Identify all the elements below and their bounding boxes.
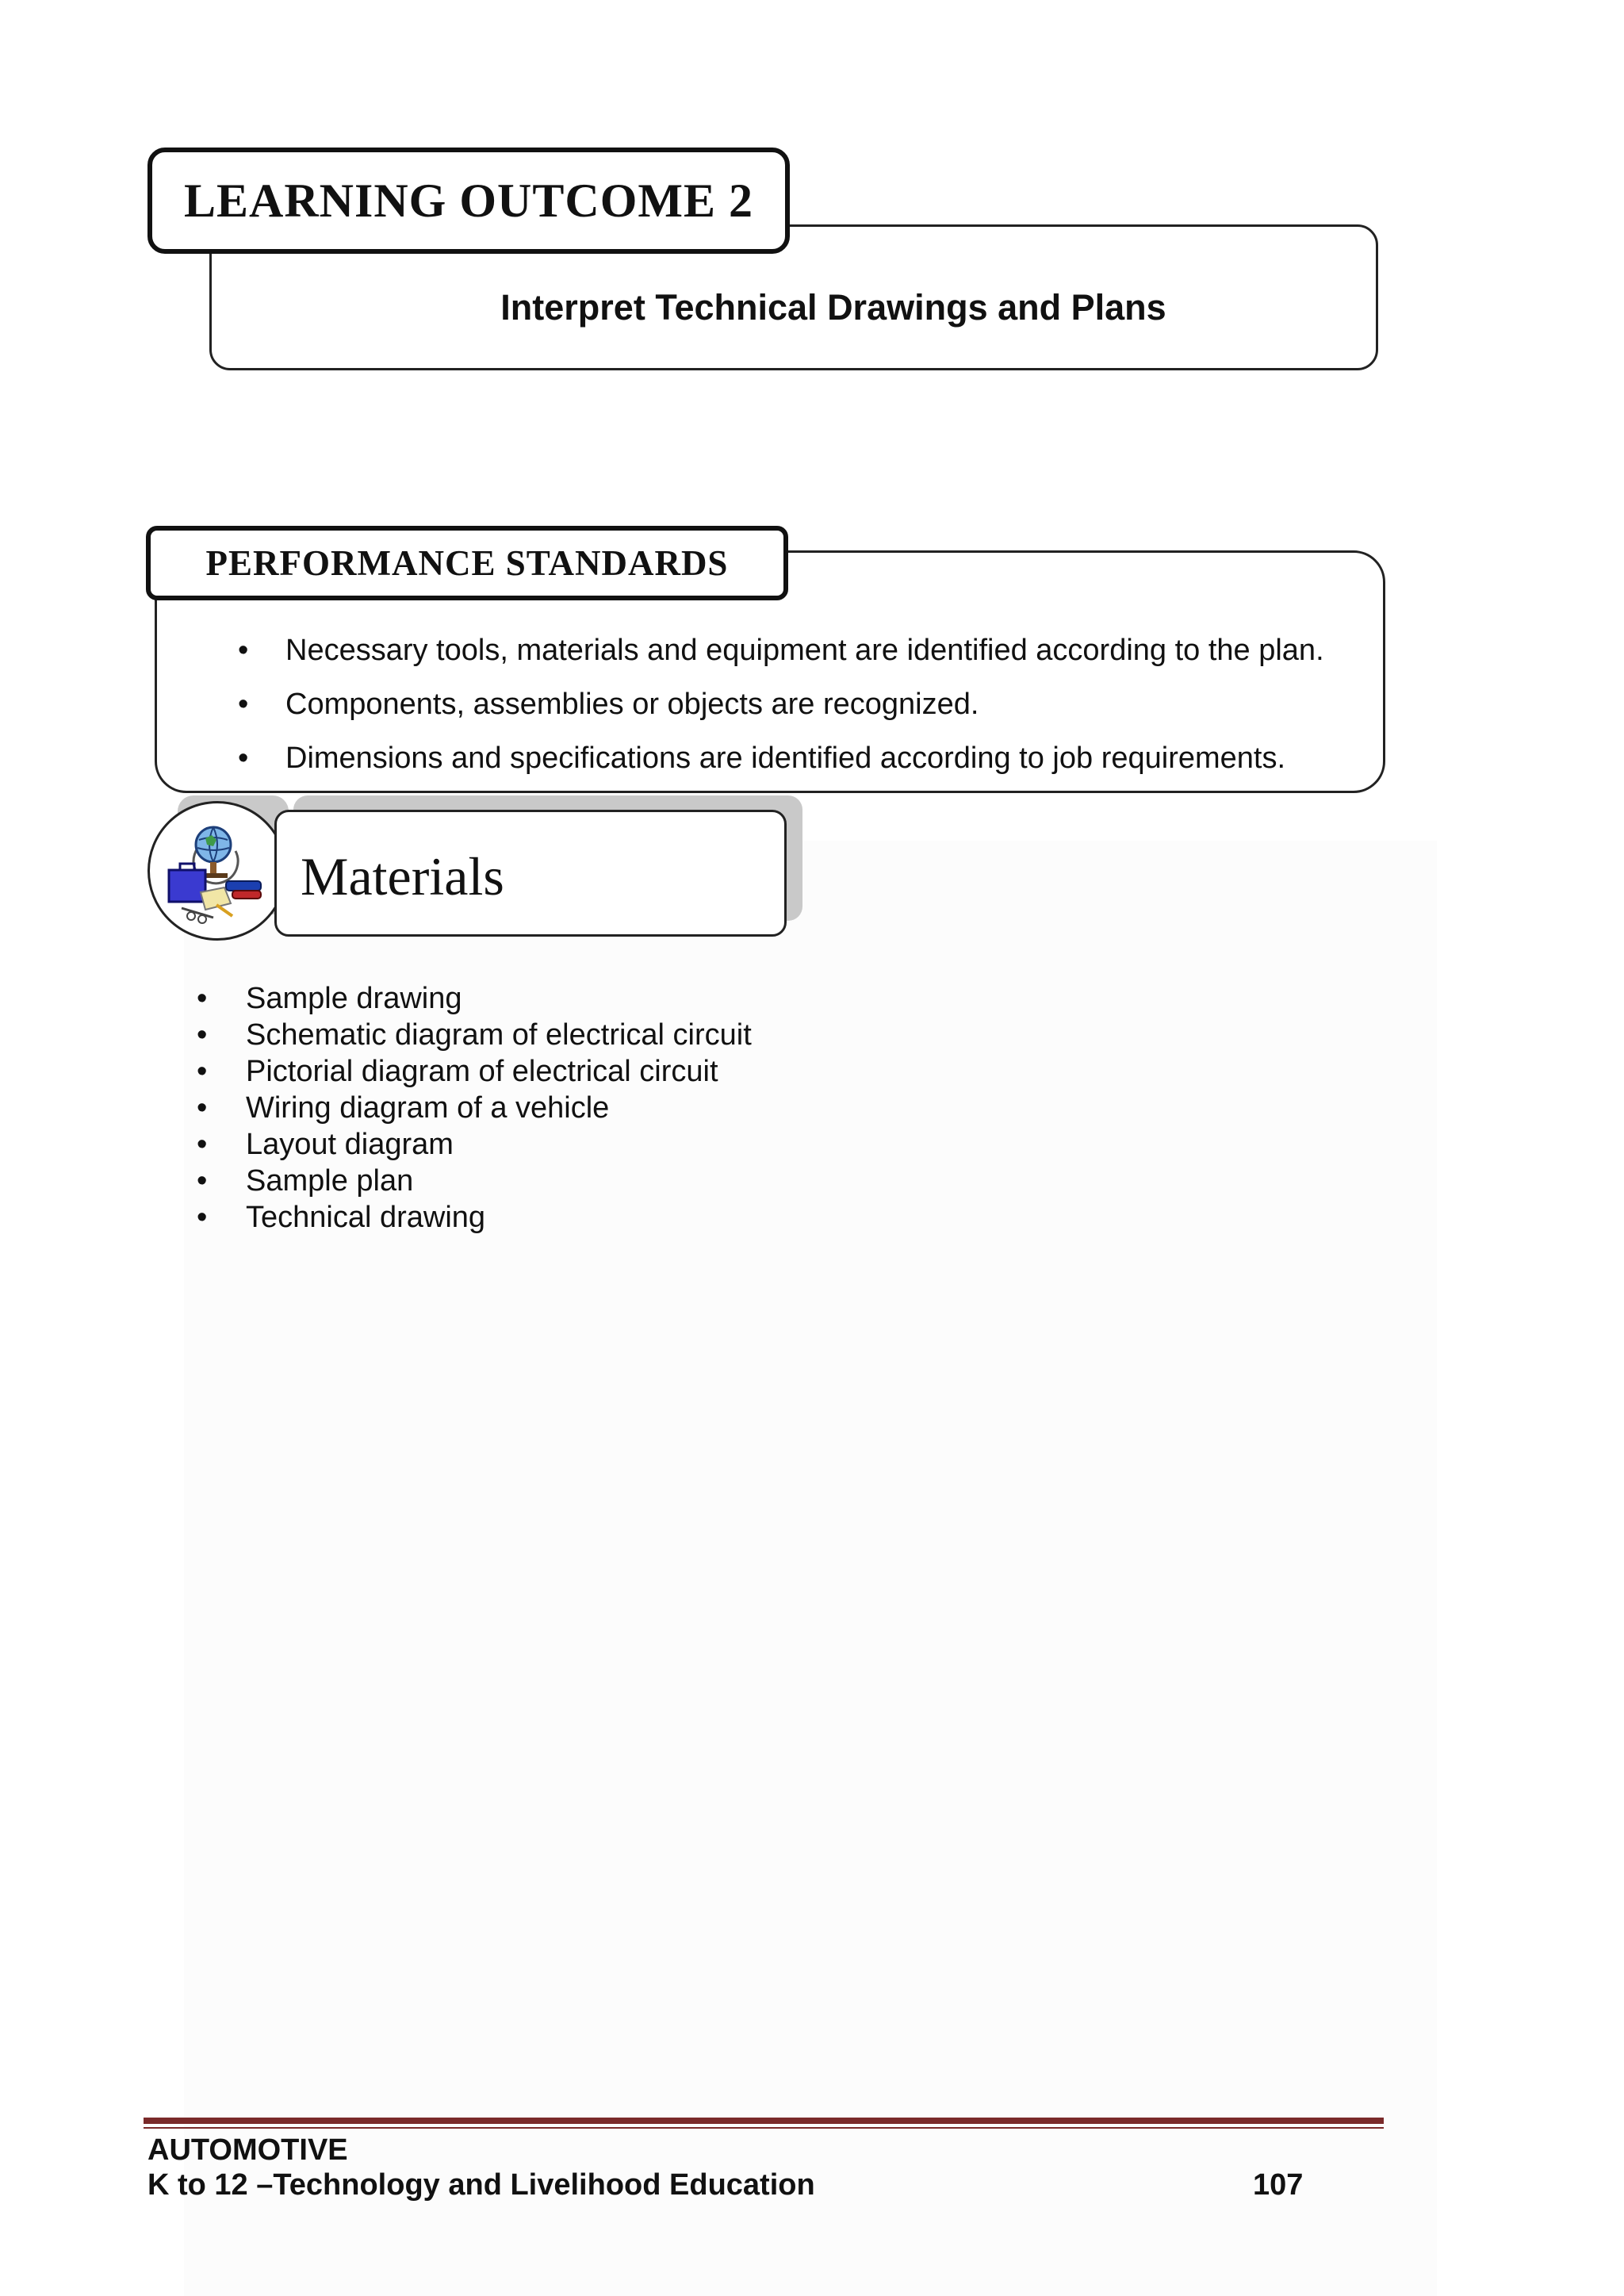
list-item: • Dimensions and specifications are identified according to job requirements.: [238, 731, 1324, 785]
page-number: 107: [1253, 2168, 1304, 2202]
list-item: • Sample plan: [197, 1163, 752, 1199]
list-item: • Sample drawing: [197, 980, 752, 1017]
list-item: • Layout diagram: [197, 1126, 752, 1163]
list-item: • Technical drawing: [197, 1199, 752, 1236]
materials-list: [197, 980, 752, 1236]
list-item: • Schematic diagram of electrical circuit: [197, 1017, 752, 1053]
learning-outcome-title-tab: [147, 148, 790, 254]
list-item: • Wiring diagram of a vehicle: [197, 1090, 752, 1126]
learning-outcome-subtitle: Interpret Technical Drawings and Plans: [500, 287, 1166, 328]
list-item: • Necessary tools, materials and equipment are identified according to the plan.: [238, 623, 1324, 677]
performance-standards-title: PERFORMANCE STANDARDS: [205, 543, 729, 583]
list-item: • Components, assemblies or objects are recognized.: [238, 677, 1324, 731]
globe-and-tools-icon: [147, 801, 287, 941]
materials-title: Materials: [301, 846, 504, 907]
footer-rule-thin: [144, 2127, 1384, 2129]
learning-outcome-title: LEARNING OUTCOME 2: [183, 174, 754, 227]
footer-program: K to 12 –Technology and Livelihood Education: [147, 2168, 815, 2202]
list-item: • Pictorial diagram of electrical circuit: [197, 1053, 752, 1090]
materials-title-box: [274, 810, 787, 937]
performance-standards-list: [238, 623, 1324, 785]
performance-standards-title-tab: [146, 526, 788, 600]
footer-rule: [144, 2118, 1384, 2124]
footer-subject: AUTOMOTIVE: [147, 2133, 348, 2167]
